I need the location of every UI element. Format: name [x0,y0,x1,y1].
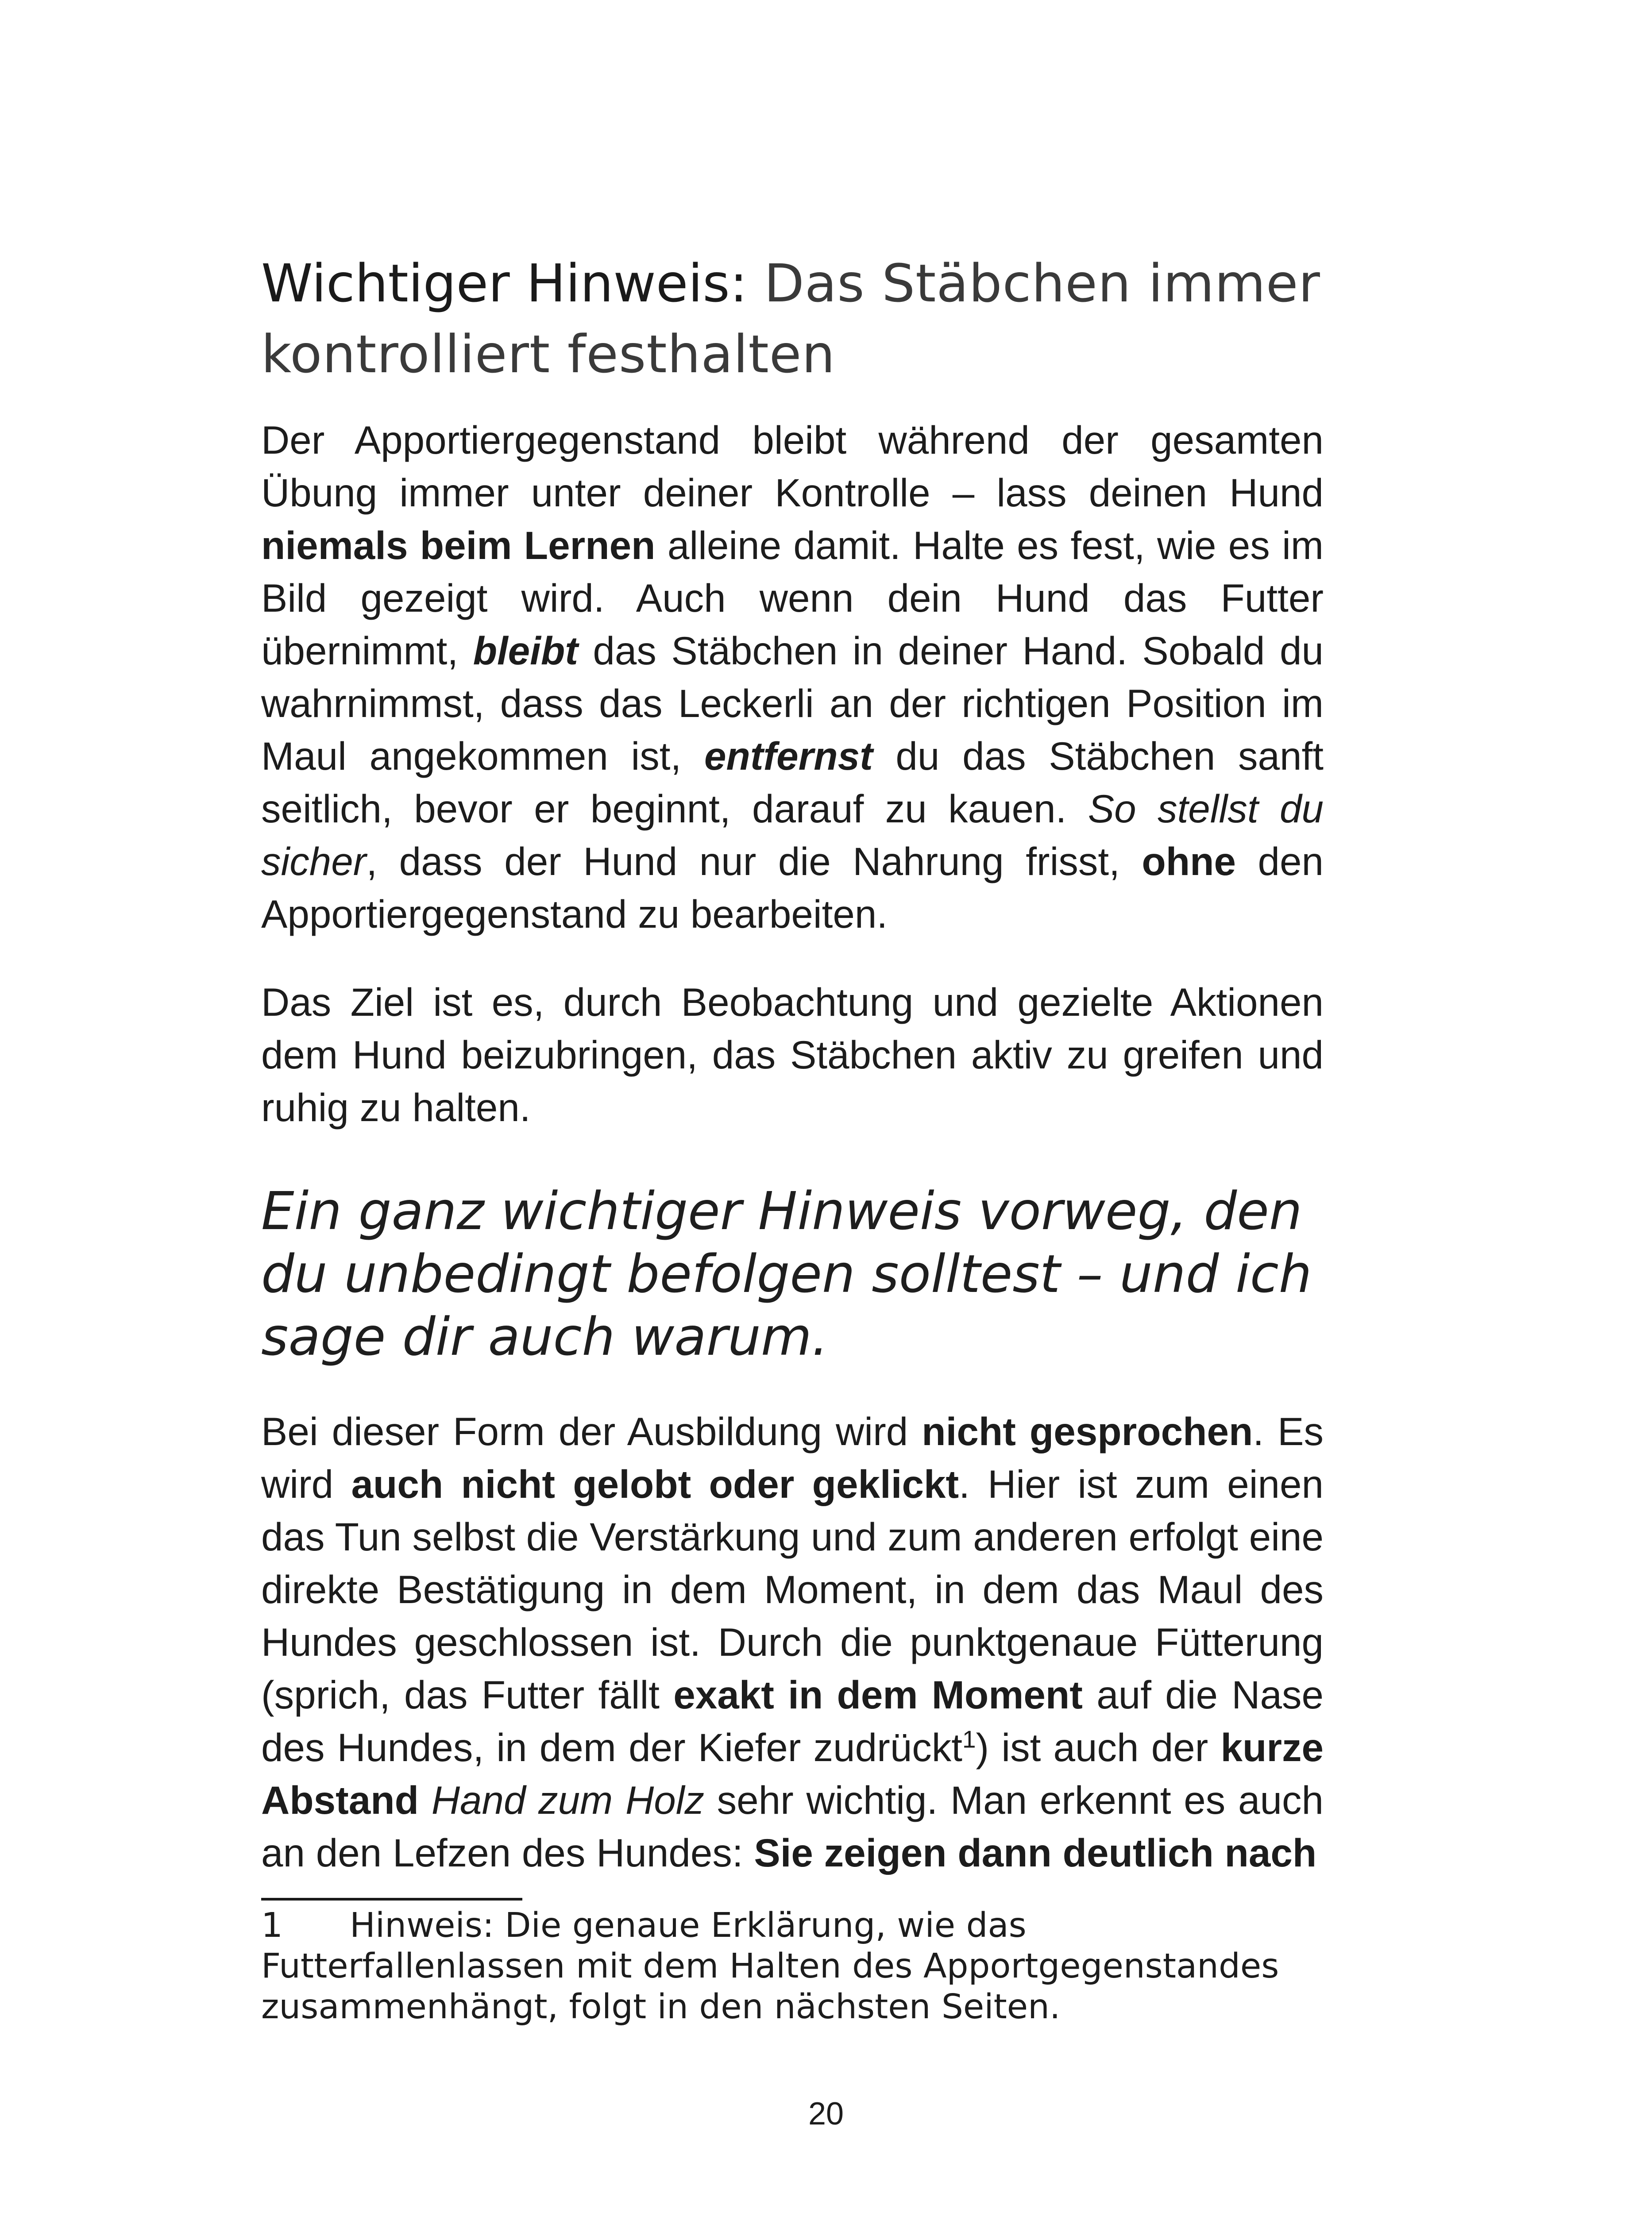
text-run: sehr wichtig. Man erkennt es auch an den Lefzen des Hundes: [261,1778,1324,1875]
footnote-text: Hinweis: Die genaue Erklärung, wie das Futterfallenlassen mit dem Halten des Apportgegenstandes zusammenhängt, folgt in den nächsten Seiten. [261,1906,1279,2027]
text-run: auf die Nase des Hundes, in dem der Kiefer zudrückt [261,1673,1324,1770]
text-run: Der Apportiergegenstand bleibt während der gesamten Übung immer unter deiner Kontrolle – lass deinen Hund [261,418,1324,515]
bold-text: kurze Abstand [261,1725,1324,1822]
section-heading [261,248,1368,389]
text-run [419,1778,432,1822]
text-run: das Stäbchen in deiner Hand. Sobald du wahrnimmst, dass das Leckerli an der richtigen Position im Maul angekommen ist, [261,628,1324,778]
footnote-marker: 1 [962,1725,976,1753]
bold-text: niemals beim Lernen [261,523,656,567]
bold-text: exakt in dem Moment [673,1673,1083,1717]
italic-text: So stellst du sicher [261,787,1324,883]
bold-italic-text: bleibt [473,628,578,673]
text-run: , dass der Hund nur die Nahrung frisst, [366,839,1142,883]
text-run: . Hier ist zum einen das Tun selbst die Verstärkung und zum anderen erfolgt eine direkte Bestätigung in dem Moment, in dem das Maul des Hundes geschlossen ist. Durch die punktgenaue Fütterung (sprich, das Futter fällt [261,1462,1324,1717]
footnote-number: 1 [261,1906,283,1945]
heading-lead: Wichtiger Hinweis: [261,253,748,314]
bold-text: ohne [1142,839,1236,883]
body-paragraph-goal: Das Ziel ist es, durch Beobachtung und gezielte Aktionen dem Hund beizubringen, das Stäbchen aktiv zu greifen und ruhig zu halten. [261,980,1324,1130]
italic-subheading: Ein ganz wichtiger Hinweis vorweg, den du unbedingt befolgen solltest – und ich sage dir auch warum. [261,1180,1312,1367]
body-paragraph-control [261,414,1324,941]
page-number: 20 [808,2096,844,2132]
bold-text: nicht gesprochen [922,1409,1253,1453]
bold-italic-text: entfernst [704,734,873,778]
bold-text: auch nicht gelobt oder geklickt [351,1462,959,1506]
footnote [261,1905,1324,2028]
text-run: du das Stäbchen sanft seitlich, bevor er beginnt, darauf zu kauen. [261,734,1324,831]
text-run: ) ist auch der [976,1725,1221,1770]
bold-text: Sie zeigen dann deutlich nach [754,1831,1317,1875]
body-paragraph-training [261,1405,1324,1879]
text-run: alleine damit. Halte es fest, wie es im Bild gezeigt wird. Auch wenn dein Hund das Futter übernimmt, [261,523,1324,673]
text-run: den Apportiergegenstand zu bearbeiten. [261,839,1324,936]
footnote-divider [261,1898,522,1901]
italic-text: Hand zum Holz [431,1778,704,1822]
text-run: Bei dieser Form der Ausbildung wird [261,1409,922,1453]
heading-title: Das Stäbchen immer kontrolliert festhalten [261,253,1320,385]
text-run: . Es wird [261,1409,1324,1506]
